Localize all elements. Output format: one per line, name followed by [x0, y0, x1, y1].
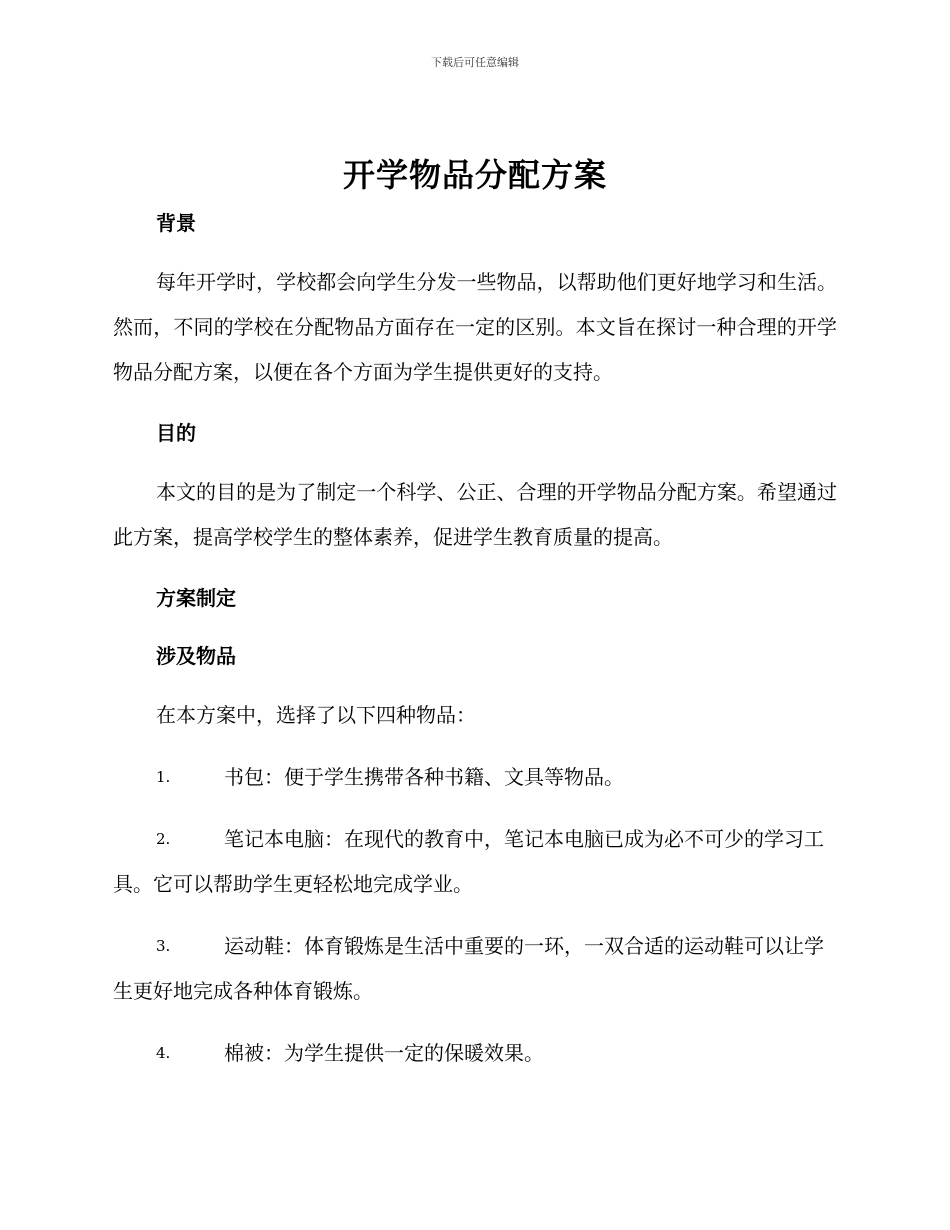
list-item: [113, 924, 837, 1014]
paragraph-background: 每年开学时，学校都会向学生分发一些物品，以帮助他们更好地学习和生活。然而，不同的学校在分配物品方面存在一定的区别。本文旨在探讨一种合理的开学物品分配方案，以便在各个方面为学生提供更好的支持。: [113, 270, 837, 384]
list-item-text: 书包：便于学生携带各种书籍、文具等物品。: [224, 765, 624, 789]
paragraph-purpose: 本文的目的是为了制定一个科学、公正、合理的开学物品分配方案。希望通过此方案，提高学校学生的整体素养，促进学生教育质量的提高。: [113, 480, 837, 549]
list-item-text: 棉被：为学生提供一定的保暖效果。: [224, 1041, 544, 1065]
document-title: 开学物品分配方案: [342, 156, 607, 194]
list-item: [113, 755, 837, 800]
list-item-text: 运动鞋：体育锻炼是生活中重要的一环，一双合适的运动鞋可以让学生更好地完成各种体育锻炼。: [113, 934, 824, 1003]
list-item: [113, 1031, 837, 1076]
list-item-number: 3.: [156, 937, 171, 955]
section-heading-purpose: 目的: [156, 421, 196, 445]
document-body: [113, 203, 837, 1076]
paragraph-items-intro: 在本方案中，选择了以下四种物品：: [156, 703, 476, 727]
subsection-heading-items: 涉及物品: [156, 644, 236, 668]
list-item-number: 4.: [156, 1044, 171, 1062]
list-item-text: 笔记本电脑：在现代的教育中，笔记本电脑已成为必不可少的学习工具。它可以帮助学生更轻松地完成学业。: [113, 827, 824, 896]
list-item-number: 1.: [156, 768, 171, 786]
list-item: [113, 817, 837, 907]
header-note: 下载后可任意编辑: [431, 56, 519, 69]
section-heading-background: 背景: [156, 211, 196, 235]
list-item-number: 2.: [156, 830, 171, 848]
section-heading-plan: 方案制定: [156, 586, 236, 610]
